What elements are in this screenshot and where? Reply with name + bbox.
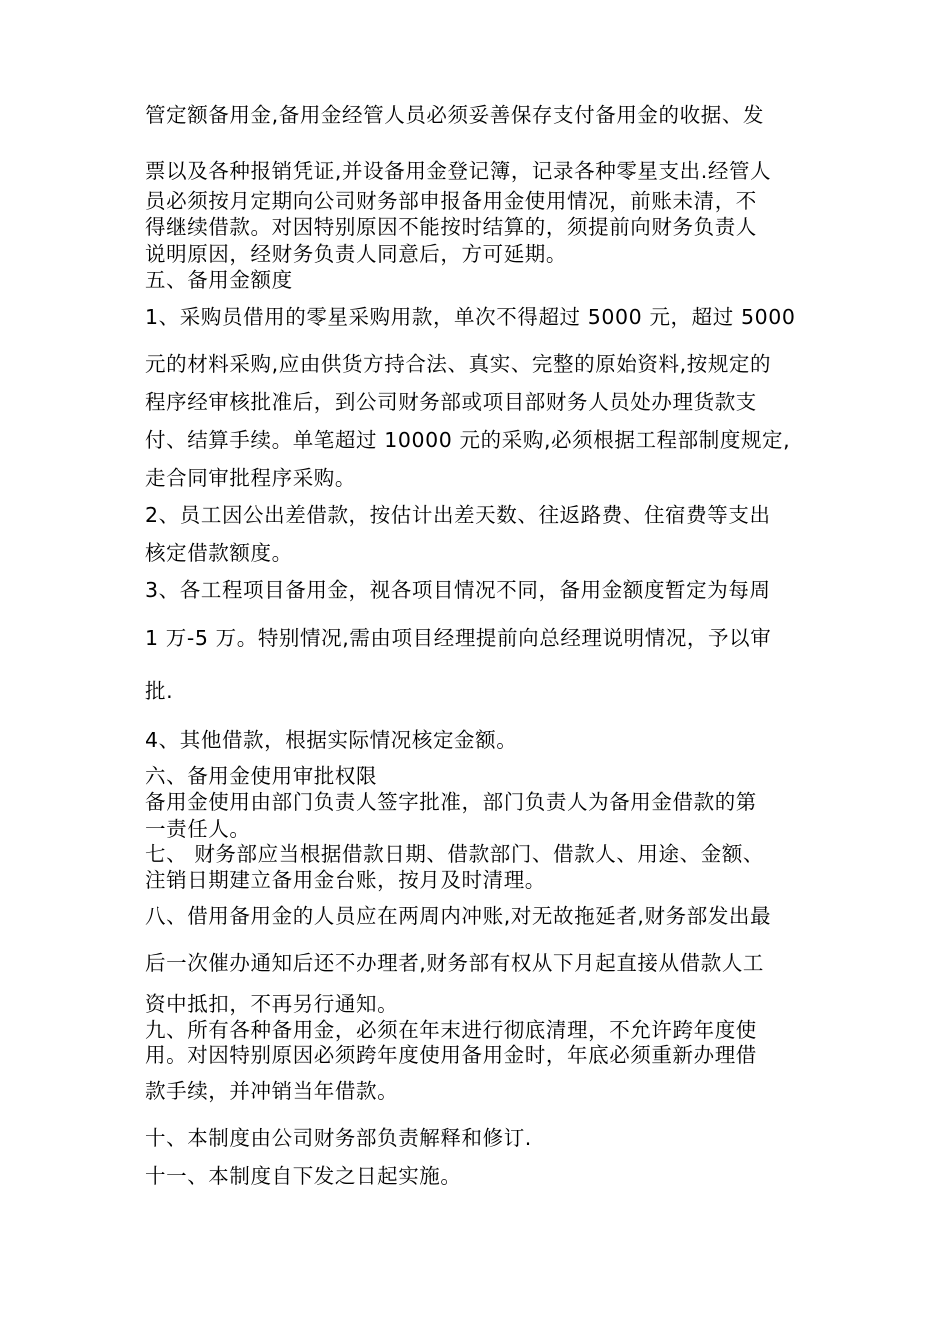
text-line: 元的材料采购,应由供货方持合法、真实、完整的原始资料,按规定的	[145, 352, 772, 376]
section-heading: 九、所有各种备用金，必须在年末进行彻底清理，不允许跨年度使	[145, 1018, 757, 1042]
text-line: 核定借款额度。	[145, 541, 293, 565]
section-heading: 六、备用金使用审批权限	[145, 764, 378, 788]
text-line: 员必须按月定期向公司财务部申报备用金使用情况，前账未清，不	[145, 189, 757, 213]
text-line: 备用金使用由部门负责人签字批准，部门负责人为备用金借款的第	[145, 790, 757, 814]
text-line: 管定额备用金,备用金经管人员必须妥善保存支付备用金的收据、发	[145, 103, 765, 127]
text-line: 注销日期建立备用金台账，按月及时清理。	[145, 868, 546, 892]
text-line: 程序经审核批准后，到公司财务部或项目部财务人员处办理货款支	[145, 390, 757, 414]
text-line: 走合同审批程序采购。	[145, 466, 356, 490]
text-line: 一责任人。	[145, 817, 251, 841]
text-line: 后一次催办通知后还不办理者,财务部有权从下月起直接从借款人工	[145, 951, 765, 975]
text-line: 3、各工程项目备用金，视各项目情况不同，备用金额度暂定为每周	[145, 578, 771, 602]
section-heading: 七、 财务部应当根据借款日期、借款部门、借款人、用途、金额、	[145, 842, 765, 866]
text-line: 资中抵扣，不再另行通知。	[145, 992, 399, 1016]
text-line: 1、采购员借用的零星采购用款，单次不得超过 5000 元，超过 5000	[145, 305, 796, 329]
text-line: 批.	[145, 679, 174, 703]
text-line: 票以及各种报销凭证,并设备用金登记簿，记录各种零星支出.经管人	[145, 159, 772, 183]
text-line: 说明原因，经财务负责人同意后，方可延期。	[145, 242, 567, 266]
section-heading: 五、备用金额度	[145, 268, 293, 292]
text-line: 1 万-5 万。特别情况,需由项目经理提前向总经理说明情况，予以审	[145, 626, 772, 650]
text-line: 得继续借款。对因特别原因不能按时结算的，须提前向财务负责人	[145, 215, 757, 239]
section-heading: 十、本制度由公司财务部负责解释和修订.	[145, 1126, 532, 1150]
text-line: 2、员工因公出差借款，按估计出差天数、往返路费、住宿费等支出	[145, 503, 771, 527]
text-line: 用。对因特别原因必须跨年度使用备用金时，年底必须重新办理借	[145, 1043, 757, 1067]
text-line: 付、结算手续。单笔超过 10000 元的采购,必须根据工程部制度规定,	[145, 428, 791, 452]
text-line: 4、其他借款，根据实际情况核定金额。	[145, 728, 518, 752]
section-heading: 八、借用备用金的人员应在两周内冲账,对无故拖延者,财务部发出最	[145, 904, 772, 928]
section-heading: 十一、本制度自下发之日起实施。	[145, 1164, 462, 1188]
text-line: 款手续，并冲销当年借款。	[145, 1079, 399, 1103]
